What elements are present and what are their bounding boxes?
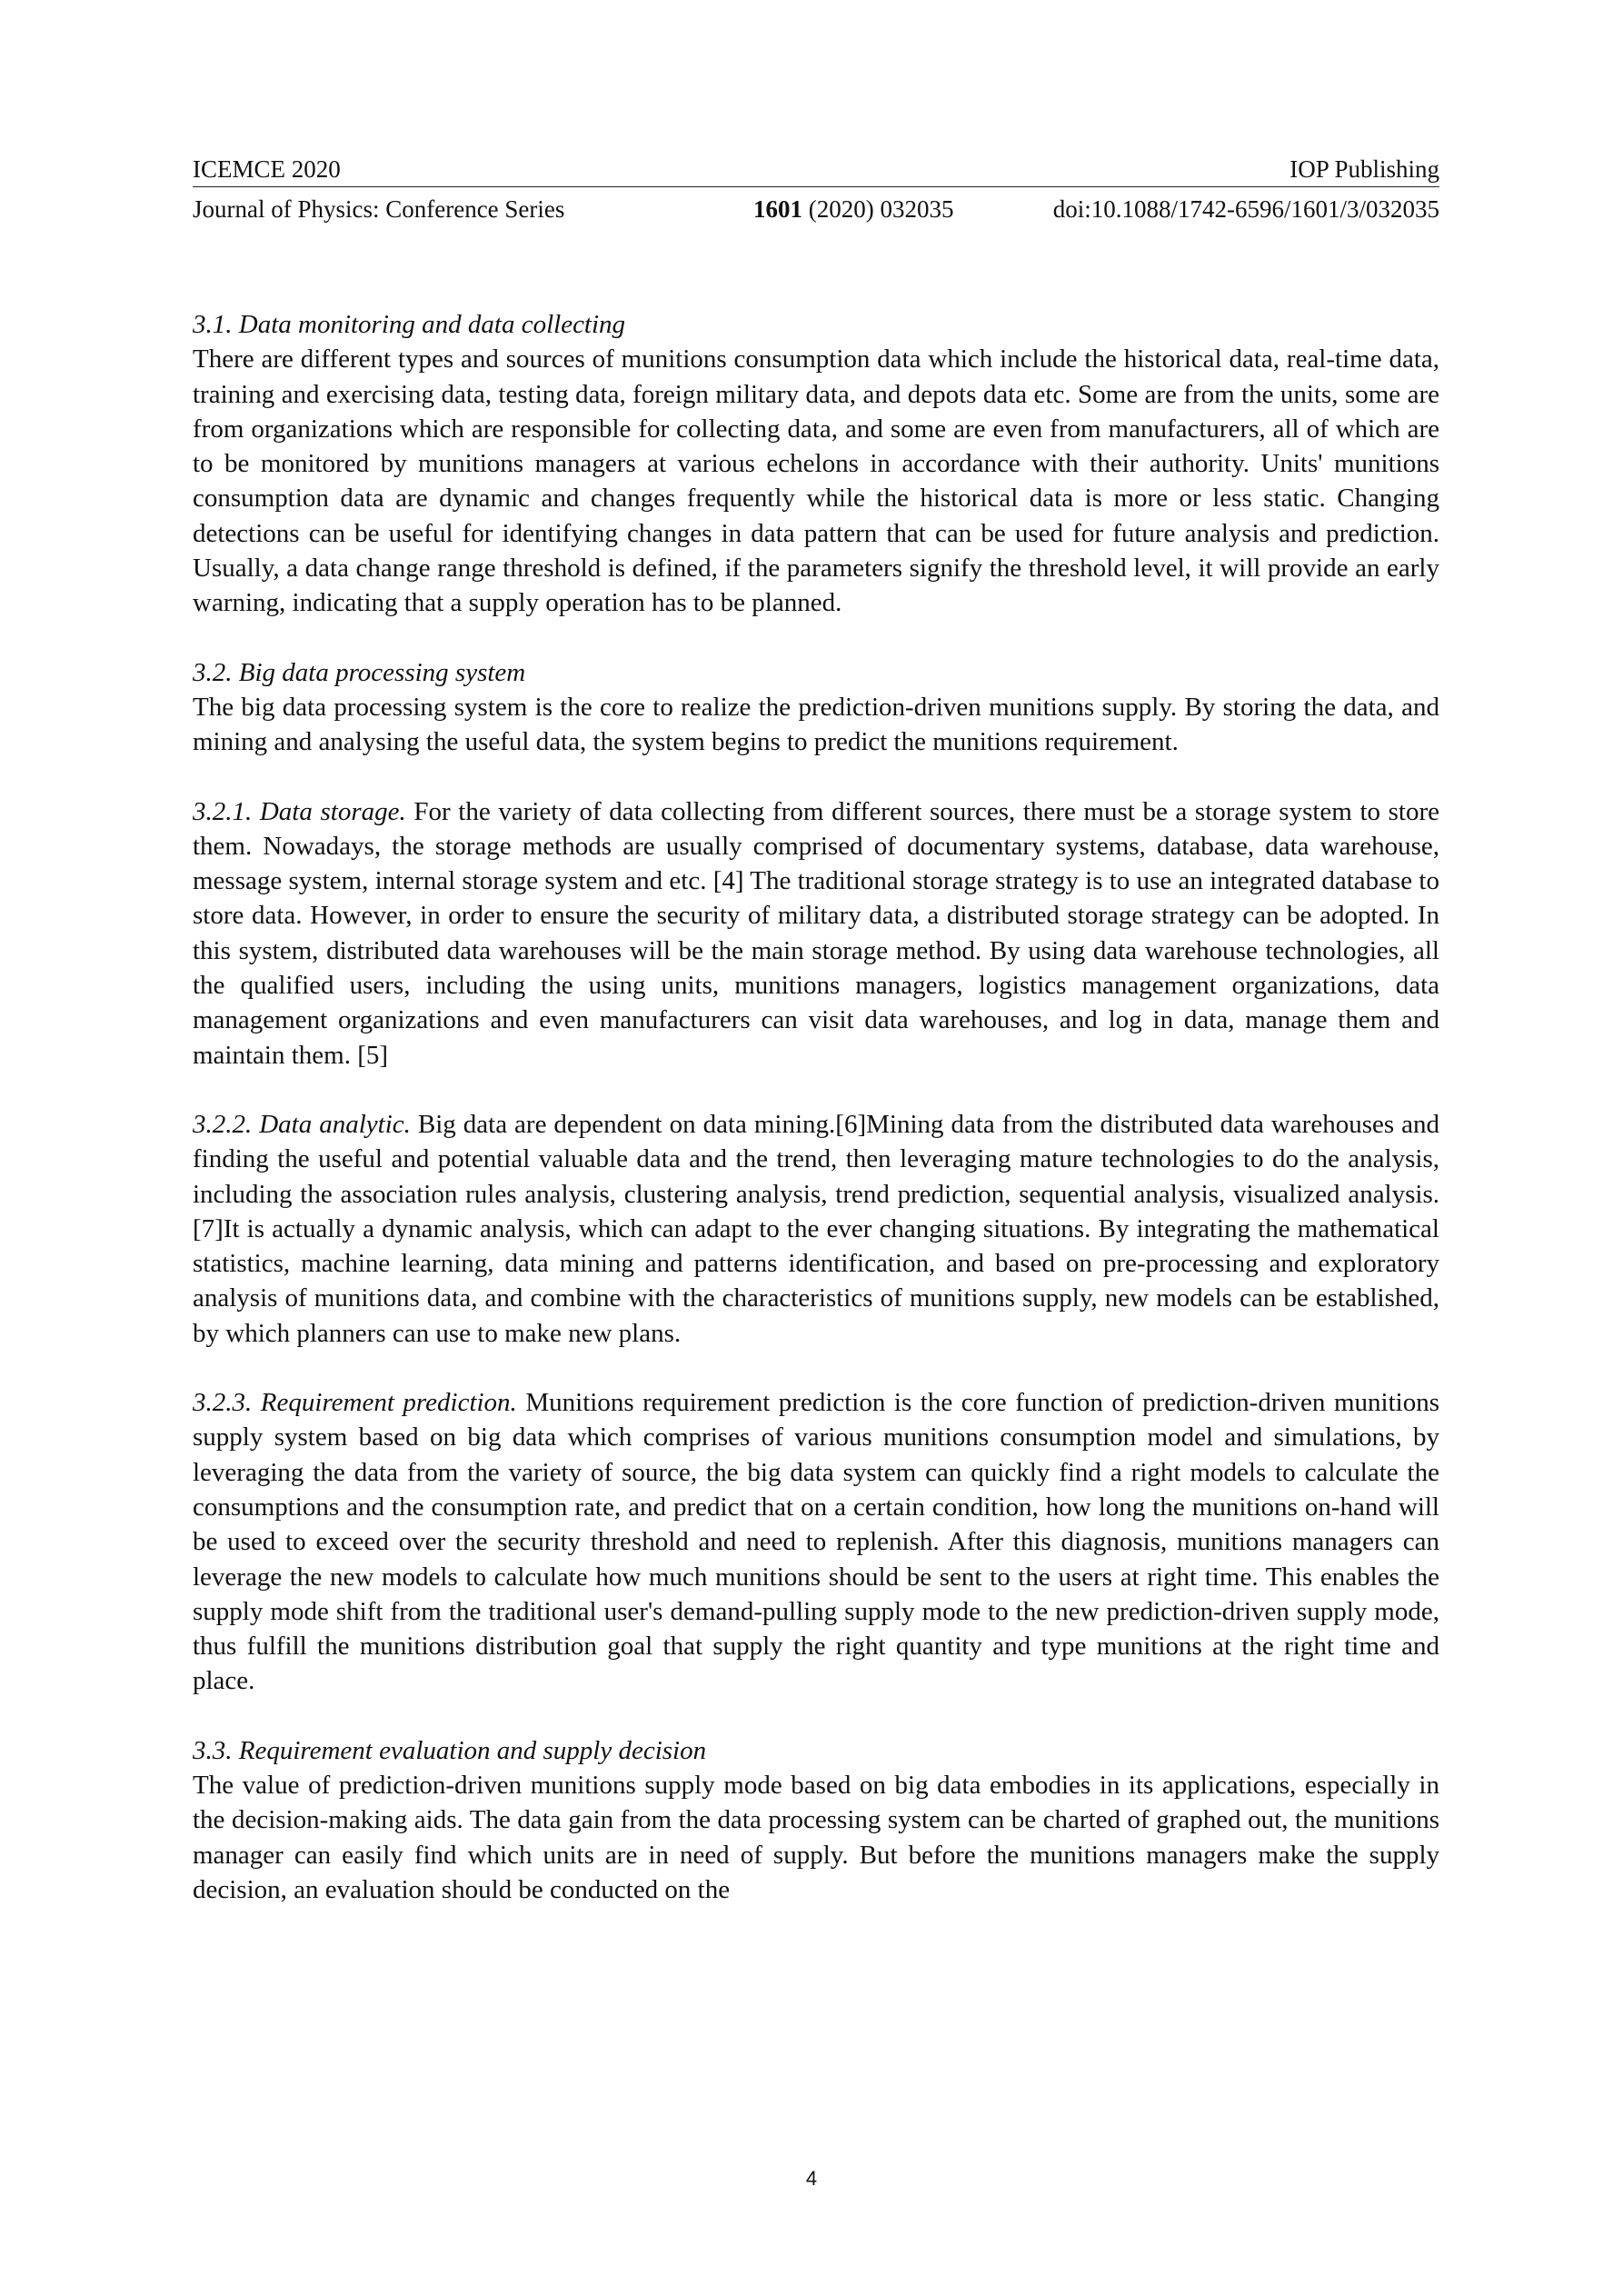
volume-number: 1601 xyxy=(753,195,802,223)
journal-series: Journal of Physics: Conference Series xyxy=(193,195,565,223)
subsection-text-3-2-3: Munitions requirement prediction is the core function of prediction-driven munitions supply system based on big data which comprises of various munitions consumption model and simulations, by leveraging the data from the variety of source, the big data system can quickly find a right models to calculate the consumptions and the consumption rate, and predict that on a certain condition, how long the munitions on-hand will be used to exceed over the security threshold and need to replenish. After this diagnosis, munitions managers can leverage the new models to calculate how much munitions should be sent to the users at right time. This enables the supply mode shift from the traditional user's demand-pulling supply mode to the new prediction-driven supply mode, thus fulfill the munitions distribution goal that supply the right quantity and type munitions at the right time and place. xyxy=(193,1388,1439,1696)
section-paragraph-3-2-1 xyxy=(193,794,1439,1073)
spacer xyxy=(193,1073,1439,1107)
subsection-title-3-2-3: 3.2.3. Requirement prediction. xyxy=(193,1388,517,1418)
header-row-bottom xyxy=(193,195,1439,224)
section-paragraph-3-2-2 xyxy=(193,1107,1439,1351)
section-paragraph-3-1: There are different types and sources of munitions consumption data which include the historical data, real-time data, training and exercising data, testing data, foreign military data, and depots data etc. Some are from the units, some are from organizations which are responsible for collecting data, and some are even from manufacturers, all of which are to be monitored by munitions managers at various echelons in accordance with their authority. Units' munitions consumption data are dynamic and changes frequently while the historical data is more or less static. Changing detections can be useful for identifying changes in data pattern that can be used for future analysis and prediction. Usually, a data change range threshold is defined, if the parameters signify the threshold level, it will provide an early warning, indicating that a supply operation has to be planned. xyxy=(193,344,1439,618)
section-heading-3-1: 3.1. Data monitoring and data collecting xyxy=(193,310,626,339)
page-number: 4 xyxy=(805,2167,818,2190)
section-paragraph-3-3: The value of prediction-driven munitions supply mode based on big data embodies in its applications, especially in the decision-making aids. The data gain from the data processing system can be charted of graphed out, the munitions manager can easily find which units are in need of supply. But before the munitions managers make the supply decision, an evaluation should be conducted on the xyxy=(193,1770,1439,1904)
subsection-text-3-2-1: For the variety of data collecting from different sources, there must be a storage system to store them. Nowadays, the storage methods are usually comprised of documentary systems, database, data warehouse, message system, internal storage system and etc. [4] The traditional storage strategy is to use an integrated database to store data. However, in order to ensure the security of military data, a distributed storage strategy can be adopted. In this system, distributed data warehouses will be the main storage method. By using data warehouse technologies, all the qualified users, including the using units, munitions managers, logistics management organizations, data management organizations and even manufacturers can visit data warehouses, and log in data, manage them and maintain them. [5] xyxy=(193,796,1440,1070)
section-paragraph-3-2-3 xyxy=(193,1385,1439,1699)
header-rule xyxy=(193,186,1439,187)
section-heading-3-2: 3.2. Big data processing system xyxy=(193,657,526,687)
header-row-top xyxy=(193,155,1439,184)
spacer xyxy=(193,760,1439,794)
subsection-title-3-2-1: 3.2.1. Data storage. xyxy=(193,796,406,826)
section-heading-3-3: 3.3. Requirement evaluation and supply decision xyxy=(193,1735,707,1765)
publisher-name: IOP Publishing xyxy=(1289,155,1439,183)
conference-name: ICEMCE 2020 xyxy=(193,155,341,183)
subsection-title-3-2-2: 3.2.2. Data analytic. xyxy=(193,1109,411,1139)
running-header xyxy=(193,155,1439,224)
subsection-text-3-2-2: Big data are dependent on data mining.[6]Mining data from the distributed data warehouses and finding the useful and potential valuable data and the trend, then leveraging mature technologies to do the analysis, including the association rules analysis, clustering analysis, trend prediction, sequential analysis, visualized analysis.[7]It is actually a dynamic analysis, which can adapt to the ever changing situations. By integrating the mathematical statistics, machine learning, data mining and patterns identification, and based on pre-processing and exploratory analysis of munitions data, and combine with the characteristics of munitions supply, new models can be established, by which planners can use to make new plans. xyxy=(193,1109,1439,1348)
issue-info: (2020) 032035 xyxy=(802,195,954,223)
paper-body xyxy=(193,307,1439,1907)
spacer xyxy=(193,1699,1439,1733)
section-paragraph-3-2: The big data processing system is the core to realize the prediction-driven munitions supply. By storing the data, and mining and analysing the useful data, the system begins to predict the munitions requirement. xyxy=(193,692,1439,757)
spacer xyxy=(193,621,1439,655)
volume-info xyxy=(753,195,953,224)
spacer xyxy=(193,1351,1439,1385)
doi: doi:10.1088/1742-6596/1601/3/032035 xyxy=(1052,195,1439,223)
